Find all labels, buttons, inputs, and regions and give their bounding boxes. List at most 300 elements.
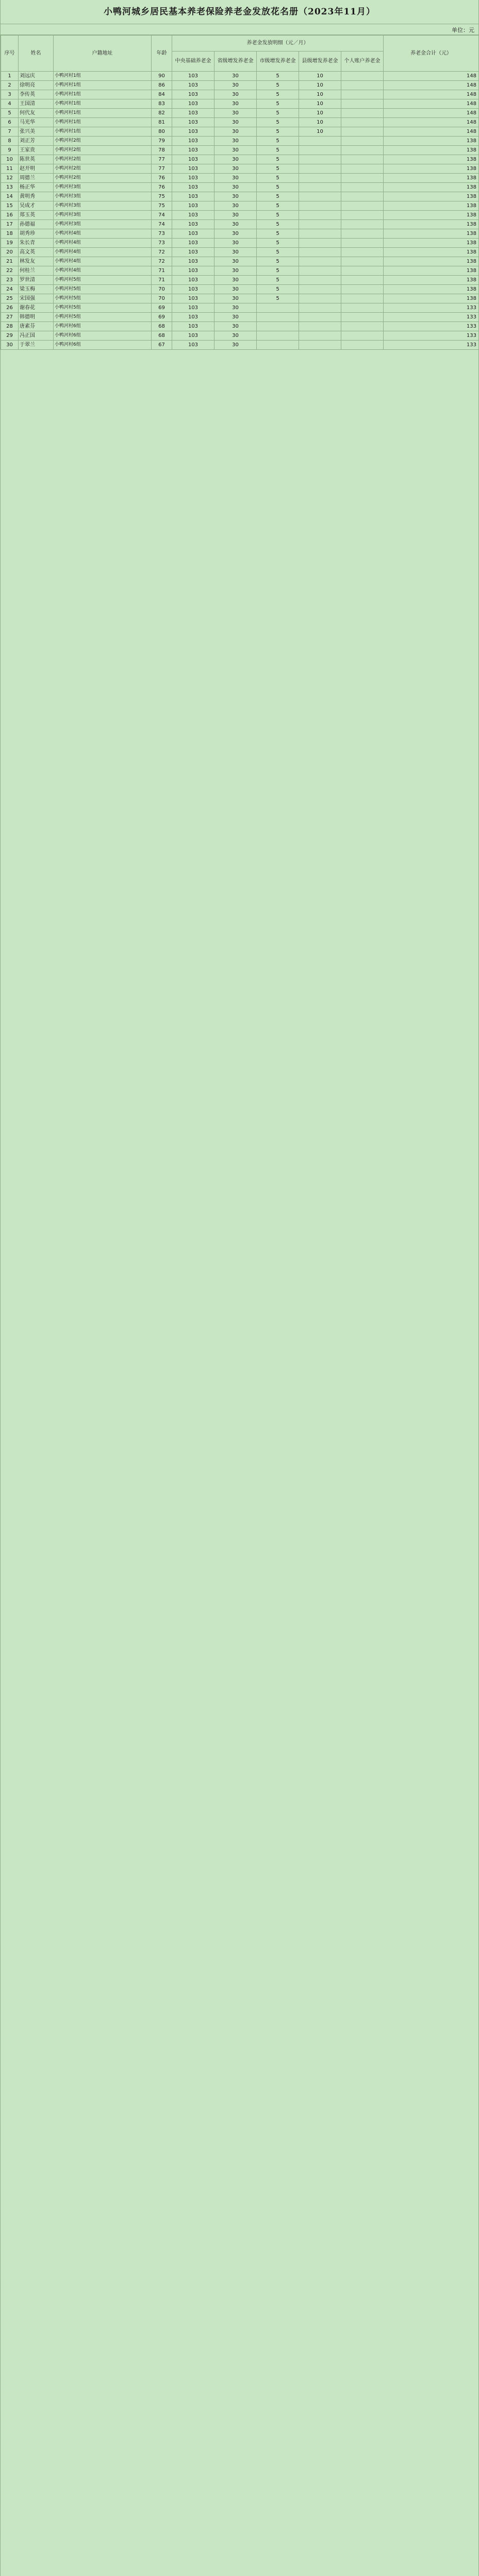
cell-age: 76	[152, 174, 172, 183]
cell-individual-pension	[341, 303, 384, 313]
cell-age: 75	[152, 201, 172, 211]
cell-individual-pension	[341, 220, 384, 229]
cell-name: 朱长青	[19, 239, 54, 248]
cell-individual-pension	[341, 229, 384, 239]
cell-address: 小鸭河村4组	[54, 248, 152, 257]
cell-county-pension: 10	[299, 81, 341, 90]
cell-provincial-pension: 30	[214, 201, 257, 211]
cell-city-pension: 5	[257, 99, 299, 109]
cell-address: 小鸭河村2组	[54, 174, 152, 183]
cell-basic-pension: 103	[172, 211, 214, 220]
table-row	[1, 155, 479, 164]
cell-total: 138	[384, 155, 479, 164]
cell-total: 138	[384, 192, 479, 201]
cell-address: 小鸭河村5组	[54, 303, 152, 313]
cell-basic-pension: 103	[172, 276, 214, 285]
cell-age: 68	[152, 322, 172, 331]
cell-seq: 2	[1, 81, 19, 90]
cell-age: 68	[152, 331, 172, 341]
cell-seq: 15	[1, 201, 19, 211]
cell-provincial-pension: 30	[214, 248, 257, 257]
cell-individual-pension	[341, 99, 384, 109]
cell-basic-pension: 103	[172, 164, 214, 174]
cell-name: 韩德明	[19, 313, 54, 322]
cell-name: 王国清	[19, 99, 54, 109]
cell-total: 138	[384, 146, 479, 155]
cell-city-pension: 5	[257, 90, 299, 99]
cell-age: 71	[152, 276, 172, 285]
table-row	[1, 229, 479, 239]
cell-seq: 8	[1, 137, 19, 146]
cell-address: 小鸭河村1组	[54, 127, 152, 137]
cell-city-pension	[257, 313, 299, 322]
cell-total: 148	[384, 127, 479, 137]
cell-city-pension: 5	[257, 257, 299, 266]
cell-basic-pension: 103	[172, 146, 214, 155]
cell-basic-pension: 103	[172, 90, 214, 99]
cell-name: 周德兰	[19, 174, 54, 183]
cell-age: 75	[152, 192, 172, 201]
cell-basic-pension: 103	[172, 137, 214, 146]
cell-name: 何桂兰	[19, 266, 54, 276]
cell-name: 李传英	[19, 90, 54, 99]
cell-age: 69	[152, 303, 172, 313]
cell-county-pension	[299, 266, 341, 276]
cell-basic-pension: 103	[172, 229, 214, 239]
cell-seq: 26	[1, 303, 19, 313]
cell-total: 148	[384, 118, 479, 127]
cell-seq: 12	[1, 174, 19, 183]
cell-city-pension: 5	[257, 72, 299, 81]
page-title: 小鸭河城乡居民基本养老保险养老金发放花名册（2023年11月）	[1, 0, 478, 24]
cell-provincial-pension: 30	[214, 257, 257, 266]
cell-city-pension: 5	[257, 164, 299, 174]
cell-provincial-pension: 30	[214, 183, 257, 192]
cell-individual-pension	[341, 155, 384, 164]
cell-seq: 22	[1, 266, 19, 276]
cell-county-pension: 10	[299, 99, 341, 109]
col-address: 户籍地址	[54, 36, 152, 72]
cell-total: 148	[384, 81, 479, 90]
cell-basic-pension: 103	[172, 313, 214, 322]
cell-name: 刘正芳	[19, 137, 54, 146]
cell-individual-pension	[341, 72, 384, 81]
cell-county-pension	[299, 146, 341, 155]
cell-address: 小鸭河村4组	[54, 239, 152, 248]
cell-name: 黄明秀	[19, 192, 54, 201]
cell-city-pension: 5	[257, 155, 299, 164]
cell-name: 林发友	[19, 257, 54, 266]
cell-county-pension: 10	[299, 118, 341, 127]
cell-name: 王家贵	[19, 146, 54, 155]
cell-county-pension	[299, 201, 341, 211]
cell-individual-pension	[341, 81, 384, 90]
cell-seq: 16	[1, 211, 19, 220]
cell-total: 138	[384, 294, 479, 303]
cell-county-pension	[299, 164, 341, 174]
cell-individual-pension	[341, 322, 384, 331]
cell-provincial-pension: 30	[214, 137, 257, 146]
cell-total: 138	[384, 266, 479, 276]
cell-city-pension: 5	[257, 285, 299, 294]
col-basic-pension: 中央基础养老金	[172, 52, 214, 72]
cell-seq: 21	[1, 257, 19, 266]
table-row	[1, 211, 479, 220]
cell-age: 73	[152, 229, 172, 239]
table-row	[1, 81, 479, 90]
cell-name: 高文英	[19, 248, 54, 257]
cell-basic-pension: 103	[172, 127, 214, 137]
cell-county-pension: 10	[299, 72, 341, 81]
cell-city-pension: 5	[257, 137, 299, 146]
cell-age: 83	[152, 99, 172, 109]
cell-total: 138	[384, 239, 479, 248]
cell-total: 138	[384, 248, 479, 257]
cell-seq: 29	[1, 331, 19, 341]
cell-name: 唐素芬	[19, 322, 54, 331]
table-row	[1, 109, 479, 118]
cell-total: 138	[384, 211, 479, 220]
cell-city-pension: 5	[257, 211, 299, 220]
cell-age: 74	[152, 211, 172, 220]
cell-basic-pension: 103	[172, 248, 214, 257]
cell-seq: 28	[1, 322, 19, 331]
cell-county-pension	[299, 257, 341, 266]
cell-county-pension: 10	[299, 109, 341, 118]
cell-address: 小鸭河村3组	[54, 192, 152, 201]
cell-basic-pension: 103	[172, 220, 214, 229]
cell-provincial-pension: 30	[214, 266, 257, 276]
cell-city-pension	[257, 303, 299, 313]
cell-county-pension	[299, 155, 341, 164]
cell-address: 小鸭河村3组	[54, 220, 152, 229]
table-row	[1, 137, 479, 146]
cell-total: 133	[384, 331, 479, 341]
cell-city-pension	[257, 322, 299, 331]
cell-name: 赵开明	[19, 164, 54, 174]
table-row	[1, 90, 479, 99]
cell-name: 杨正华	[19, 183, 54, 192]
table-row	[1, 285, 479, 294]
cell-county-pension	[299, 183, 341, 192]
cell-provincial-pension: 30	[214, 341, 257, 350]
cell-individual-pension	[341, 174, 384, 183]
cell-provincial-pension: 30	[214, 303, 257, 313]
cell-name: 胡秀珍	[19, 229, 54, 239]
cell-county-pension	[299, 248, 341, 257]
header-row-1	[1, 36, 479, 52]
cell-total: 148	[384, 109, 479, 118]
cell-city-pension: 5	[257, 201, 299, 211]
cell-total: 138	[384, 183, 479, 192]
cell-basic-pension: 103	[172, 155, 214, 164]
cell-total: 138	[384, 257, 479, 266]
cell-city-pension: 5	[257, 248, 299, 257]
cell-name: 宋国强	[19, 294, 54, 303]
cell-address: 小鸭河村1组	[54, 72, 152, 81]
cell-seq: 4	[1, 99, 19, 109]
cell-total: 148	[384, 90, 479, 99]
table-row	[1, 341, 479, 350]
cell-basic-pension: 103	[172, 99, 214, 109]
cell-individual-pension	[341, 313, 384, 322]
cell-basic-pension: 103	[172, 81, 214, 90]
cell-basic-pension: 103	[172, 294, 214, 303]
cell-name: 吴成才	[19, 201, 54, 211]
cell-city-pension: 5	[257, 118, 299, 127]
cell-address: 小鸭河村1组	[54, 118, 152, 127]
col-city-pension: 市级增发养老金	[257, 52, 299, 72]
cell-seq: 1	[1, 72, 19, 81]
table-row	[1, 248, 479, 257]
table-row	[1, 239, 479, 248]
cell-name: 谢春花	[19, 303, 54, 313]
cell-provincial-pension: 30	[214, 285, 257, 294]
cell-individual-pension	[341, 257, 384, 266]
cell-address: 小鸭河村1组	[54, 90, 152, 99]
cell-county-pension	[299, 239, 341, 248]
cell-age: 77	[152, 155, 172, 164]
table-row	[1, 99, 479, 109]
cell-total: 138	[384, 276, 479, 285]
cell-county-pension	[299, 331, 341, 341]
cell-provincial-pension: 30	[214, 294, 257, 303]
cell-county-pension	[299, 137, 341, 146]
cell-name: 马光华	[19, 118, 54, 127]
cell-total: 138	[384, 137, 479, 146]
cell-age: 72	[152, 257, 172, 266]
cell-address: 小鸭河村4组	[54, 229, 152, 239]
cell-address: 小鸭河村5组	[54, 313, 152, 322]
cell-seq: 27	[1, 313, 19, 322]
cell-basic-pension: 103	[172, 174, 214, 183]
cell-age: 81	[152, 118, 172, 127]
col-age: 年龄	[152, 36, 172, 72]
cell-county-pension: 10	[299, 90, 341, 99]
cell-basic-pension: 103	[172, 192, 214, 201]
cell-basic-pension: 103	[172, 341, 214, 350]
cell-name: 冯正国	[19, 331, 54, 341]
cell-city-pension: 5	[257, 174, 299, 183]
cell-seq: 20	[1, 248, 19, 257]
cell-basic-pension: 103	[172, 239, 214, 248]
cell-address: 小鸭河村4组	[54, 266, 152, 276]
cell-city-pension: 5	[257, 183, 299, 192]
cell-county-pension	[299, 303, 341, 313]
cell-age: 77	[152, 164, 172, 174]
cell-provincial-pension: 30	[214, 99, 257, 109]
cell-total: 138	[384, 285, 479, 294]
cell-address: 小鸭河村4组	[54, 257, 152, 266]
cell-seq: 25	[1, 294, 19, 303]
cell-address: 小鸭河村6组	[54, 322, 152, 331]
cell-provincial-pension: 30	[214, 72, 257, 81]
cell-seq: 30	[1, 341, 19, 350]
cell-seq: 23	[1, 276, 19, 285]
cell-age: 76	[152, 183, 172, 192]
cell-city-pension: 5	[257, 109, 299, 118]
cell-seq: 18	[1, 229, 19, 239]
cell-individual-pension	[341, 109, 384, 118]
cell-county-pension	[299, 211, 341, 220]
cell-total: 133	[384, 341, 479, 350]
cell-basic-pension: 103	[172, 331, 214, 341]
cell-individual-pension	[341, 164, 384, 174]
table-row	[1, 201, 479, 211]
cell-name: 何代友	[19, 109, 54, 118]
cell-individual-pension	[341, 192, 384, 201]
cell-county-pension	[299, 192, 341, 201]
cell-name: 罗世清	[19, 276, 54, 285]
cell-age: 70	[152, 294, 172, 303]
cell-address: 小鸭河村3组	[54, 211, 152, 220]
cell-seq: 14	[1, 192, 19, 201]
cell-total: 138	[384, 174, 479, 183]
col-name: 姓名	[19, 36, 54, 72]
cell-address: 小鸭河村6组	[54, 341, 152, 350]
cell-county-pension	[299, 313, 341, 322]
unit-label: 单位：元	[452, 27, 474, 33]
cell-provincial-pension: 30	[214, 322, 257, 331]
cell-address: 小鸭河村1组	[54, 99, 152, 109]
cell-age: 86	[152, 81, 172, 90]
cell-individual-pension	[341, 248, 384, 257]
cell-seq: 9	[1, 146, 19, 155]
cell-provincial-pension: 30	[214, 146, 257, 155]
cell-city-pension	[257, 331, 299, 341]
cell-city-pension: 5	[257, 294, 299, 303]
table-row	[1, 72, 479, 81]
cell-basic-pension: 103	[172, 257, 214, 266]
cell-address: 小鸭河村1组	[54, 81, 152, 90]
cell-address: 小鸭河村5组	[54, 276, 152, 285]
cell-address: 小鸭河村3组	[54, 201, 152, 211]
cell-total: 138	[384, 220, 479, 229]
cell-address: 小鸭河村1组	[54, 109, 152, 118]
table-row	[1, 127, 479, 137]
cell-city-pension: 5	[257, 276, 299, 285]
cell-basic-pension: 103	[172, 285, 214, 294]
cell-individual-pension	[341, 127, 384, 137]
cell-seq: 7	[1, 127, 19, 137]
cell-address: 小鸭河村2组	[54, 164, 152, 174]
cell-individual-pension	[341, 183, 384, 192]
cell-seq: 3	[1, 90, 19, 99]
cell-individual-pension	[341, 146, 384, 155]
cell-total: 148	[384, 72, 479, 81]
table-row	[1, 118, 479, 127]
cell-name: 张兴美	[19, 127, 54, 137]
cell-provincial-pension: 30	[214, 276, 257, 285]
cell-provincial-pension: 30	[214, 313, 257, 322]
cell-provincial-pension: 30	[214, 109, 257, 118]
table-row	[1, 266, 479, 276]
cell-county-pension	[299, 220, 341, 229]
cell-age: 82	[152, 109, 172, 118]
cell-age: 74	[152, 220, 172, 229]
cell-basic-pension: 103	[172, 109, 214, 118]
col-provincial-pension: 省级增发养老金	[214, 52, 257, 72]
cell-seq: 17	[1, 220, 19, 229]
cell-address: 小鸭河村2组	[54, 146, 152, 155]
cell-city-pension: 5	[257, 146, 299, 155]
cell-seq: 10	[1, 155, 19, 164]
cell-individual-pension	[341, 239, 384, 248]
cell-county-pension	[299, 294, 341, 303]
cell-individual-pension	[341, 266, 384, 276]
cell-address: 小鸭河村2组	[54, 137, 152, 146]
cell-age: 72	[152, 248, 172, 257]
cell-address: 小鸭河村3组	[54, 183, 152, 192]
cell-individual-pension	[341, 276, 384, 285]
cell-seq: 5	[1, 109, 19, 118]
table-row	[1, 174, 479, 183]
table-row	[1, 164, 479, 174]
cell-county-pension	[299, 341, 341, 350]
cell-address: 小鸭河村5组	[54, 294, 152, 303]
col-seq: 序号	[1, 36, 19, 72]
table-row	[1, 276, 479, 285]
table-row	[1, 331, 479, 341]
cell-address: 小鸭河村6组	[54, 331, 152, 341]
cell-individual-pension	[341, 331, 384, 341]
cell-basic-pension: 103	[172, 266, 214, 276]
cell-provincial-pension: 30	[214, 118, 257, 127]
cell-name: 刘远庆	[19, 72, 54, 81]
cell-name: 孙德福	[19, 220, 54, 229]
cell-provincial-pension: 30	[214, 164, 257, 174]
cell-total: 138	[384, 164, 479, 174]
cell-individual-pension	[341, 201, 384, 211]
cell-city-pension: 5	[257, 81, 299, 90]
cell-provincial-pension: 30	[214, 239, 257, 248]
cell-name: 梁玉梅	[19, 285, 54, 294]
cell-age: 73	[152, 239, 172, 248]
cell-address: 小鸭河村2组	[54, 155, 152, 164]
cell-name: 郑玉英	[19, 211, 54, 220]
cell-individual-pension	[341, 211, 384, 220]
col-county-pension: 县级增发养老金	[299, 52, 341, 72]
cell-individual-pension	[341, 137, 384, 146]
cell-provincial-pension: 30	[214, 192, 257, 201]
cell-seq: 13	[1, 183, 19, 192]
col-total: 养老金合计（元）	[384, 36, 479, 72]
cell-age: 71	[152, 266, 172, 276]
cell-name: 于翠兰	[19, 341, 54, 350]
cell-provincial-pension: 30	[214, 174, 257, 183]
cell-provincial-pension: 30	[214, 211, 257, 220]
col-individual-pension: 个人账户养老金	[341, 52, 384, 72]
cell-city-pension: 5	[257, 266, 299, 276]
cell-seq: 19	[1, 239, 19, 248]
table-row	[1, 322, 479, 331]
table-body	[1, 72, 479, 350]
cell-total: 148	[384, 99, 479, 109]
cell-provincial-pension: 30	[214, 155, 257, 164]
table-row	[1, 313, 479, 322]
cell-total: 133	[384, 322, 479, 331]
cell-seq: 24	[1, 285, 19, 294]
cell-county-pension	[299, 276, 341, 285]
table-row	[1, 257, 479, 266]
cell-provincial-pension: 30	[214, 229, 257, 239]
cell-provincial-pension: 30	[214, 220, 257, 229]
cell-basic-pension: 103	[172, 322, 214, 331]
cell-age: 90	[152, 72, 172, 81]
cell-address: 小鸭河村5组	[54, 285, 152, 294]
cell-county-pension: 10	[299, 127, 341, 137]
cell-total: 138	[384, 229, 479, 239]
